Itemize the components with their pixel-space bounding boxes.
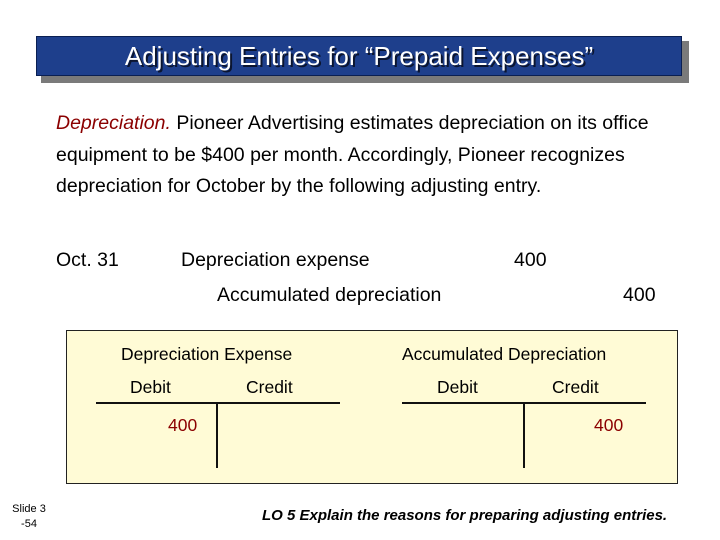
- t-account-vertical-rule: [216, 402, 218, 468]
- description-paragraph: [56, 108, 688, 203]
- paragraph-lead: Depreciation.: [56, 112, 171, 134]
- entry-credit-account: Accumulated depreciation: [217, 284, 442, 306]
- slide-title: Adjusting Entries for “Prepaid Expenses”: [124, 40, 594, 71]
- title-banner: [36, 36, 682, 76]
- t-account-horizontal-rule: [96, 402, 340, 404]
- t-account-debit-value: 400: [168, 415, 198, 435]
- entry-credit-amount: 400: [623, 284, 656, 306]
- paragraph-text: Pioneer Advertising estimates depreciation on its office equipment to be $400 per month. Accordingly, Pioneer recognizes depreciation for October by the following adjusting entry.: [56, 112, 649, 197]
- entry-date: Oct. 31: [56, 249, 119, 271]
- entry-debit-amount: 400: [514, 249, 547, 271]
- t-account-debit-label: Debit: [130, 377, 171, 397]
- t-account-credit-label: Credit: [552, 377, 599, 397]
- t-account-credit-label: Credit: [246, 377, 293, 397]
- entry-debit-account: Depreciation expense: [181, 249, 370, 271]
- t-account-vertical-rule: [523, 402, 525, 468]
- t-account-credit-value: 400: [594, 415, 624, 435]
- t-account-debit-label: Debit: [437, 377, 478, 397]
- slide-number: Slide 3 -54: [12, 503, 46, 530]
- learning-objective: LO 5 Explain the reasons for preparing adjusting entries.: [262, 507, 668, 524]
- t-account-title: Depreciation Expense: [121, 344, 293, 364]
- t-account-title: Accumulated Depreciation: [402, 344, 607, 364]
